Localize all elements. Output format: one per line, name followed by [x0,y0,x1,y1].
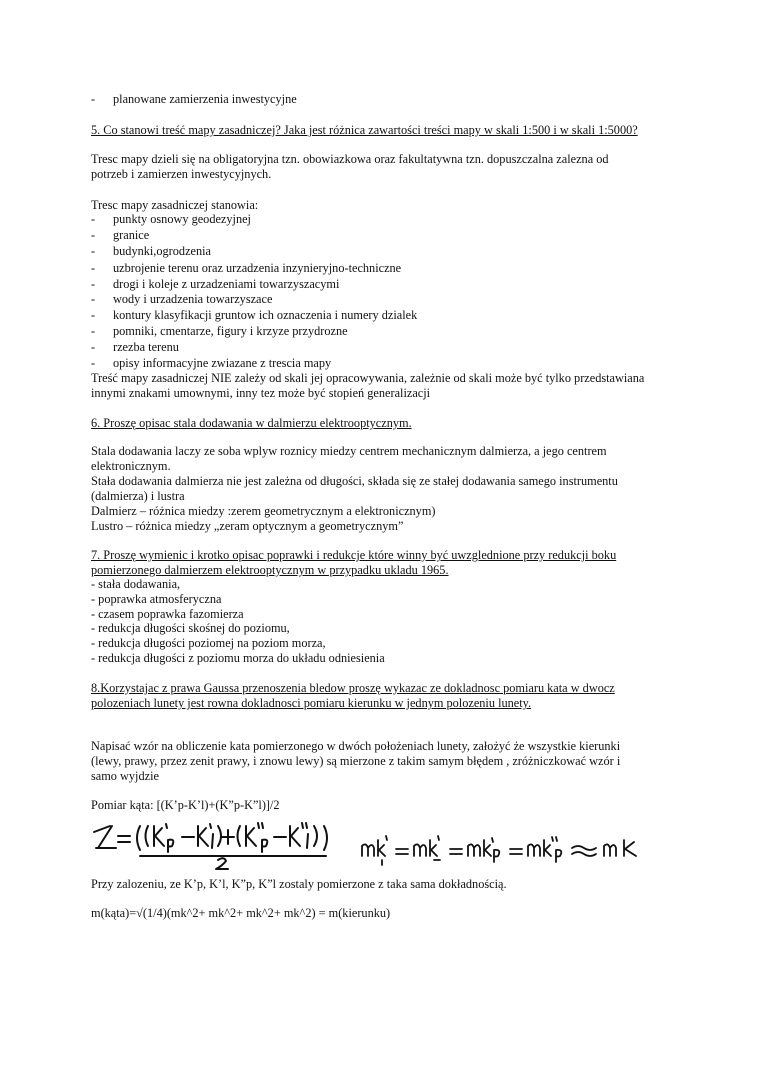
list-item: wody i urzadzenia towarzyszace [113,292,273,306]
bullet: - [91,340,96,354]
paragraph-line: Lustro – różnica miedzy „zeram optycznym a geometrycznym” [91,519,404,533]
question-5: 5. Co stanowi treść mapy zasadniczej? Jaka jest różnica zawartości treści mapy w skali 1:500 i w skali 1:5000? [91,123,638,137]
list-item: - redukcja długości skośnej do poziomu, [91,621,290,635]
list-item: pomniki, cmentarze, figury i krzyze przydrozne [113,324,348,338]
list-item: - stała dodawania, [91,577,181,591]
list-item: planowane zamierzenia inwestycyjne [113,92,297,106]
bullet: - [91,92,96,106]
handwritten-angle-formula [88,818,338,870]
list-item: - redukcja długości poziomej na poziom morza, [91,636,326,650]
bullet: - [91,212,96,226]
list-item: granice [113,228,150,242]
list-item: - redukcja długości z poziomu morza do układu odniesienia [91,651,385,665]
question-8-line: polozeniach lunety jest rowna dokladnosci pomiaru kierunku w jednym polozeniu lunety. [91,696,532,710]
list-item: punkty osnowy geodezyjnej [113,212,251,226]
bullet: - [91,292,96,306]
list-item: uzbrojenie terenu oraz urzadzenia inzynieryjno-techniczne [113,261,402,275]
paragraph-line: (lewy, prawy, przez zenit prawy, i znowu lewy) są mierzone z takim samym błędem , zróżniczkować wzór i [91,754,621,768]
bullet: - [91,277,96,291]
bullet: - [91,228,96,242]
question-6: 6. Proszę opisac stala dodawania w dalmierzu elektrooptycznym. [91,416,412,430]
list-item: kontury klasyfikacji gruntow ich oznaczenia i numery dzialek [113,308,418,322]
paragraph-line: (dalmierza) i lustra [91,489,185,503]
list-item: rzezba terenu [113,340,179,354]
list-item: - poprawka atmosferyczna [91,592,222,606]
bullet: - [91,308,96,322]
list-item: - czasem poprawka fazomierza [91,607,244,621]
formula-text: Pomiar kąta: [(K’p-K’l)+(K”p-K”l)]/2 [91,798,280,812]
result-text: m(kąta)=√(1/4)(mk^2+ mk^2+ mk^2+ mk^2) = m(kierunku) [91,906,391,920]
paragraph-line: innymi znakami umownymi, inny tez może być stopień generalizacji [91,386,431,400]
list-item: opisy informacyjne zwiazane z trescia mapy [113,356,332,370]
paragraph-line: Stała dodawania dalmierza nie jest zależna od długości, składa się ze stałej dodawania samego instrumentu [91,474,618,488]
paragraph-line: Napisać wzór na obliczenie kata pomierzonego w dwóch położeniach lunety, założyć że wszystkie kierunki [91,739,621,753]
bullet: - [91,261,96,275]
paragraph-line: elektronicznym. [91,459,171,473]
handwritten-error-equality [358,832,670,866]
paragraph-line: Treść mapy zasadniczej NIE zależy od skali jej opracowywania, zależnie od skali może być tylko przedstawiana [91,371,645,385]
bullet: - [91,324,96,338]
assumption-text: Przy zalozeniu, ze K’p, K’l, K”p, K”l zostaly pomierzone z taka sama dokładnością. [91,877,507,891]
list-intro: Tresc mapy zasadniczej stanowia: [91,198,259,212]
paragraph-line: Tresc mapy dzieli się na obligatoryjna tzn. obowiazkowa oraz fakultatywna tzn. dopuszczalna zalezna od [91,152,609,166]
paragraph-line: Stala dodawania laczy ze soba wplyw roznicy miedzy centrem mechanicznym dalmierza, a jego centrem [91,444,607,458]
question-8-line: 8.Korzystajac z prawa Gaussa przenoszenia bledow proszę wykazac ze dokladnosc pomiaru kata w dwocz [91,681,615,695]
list-item: budynki,ogrodzenia [113,244,212,258]
question-7-line: 7. Proszę wymienic i krotko opisac poprawki i redukcje które winny być uwzglednione przy redukcji boku [91,548,617,562]
bullet: - [91,244,96,258]
question-7-line: pomierzonego dalmierzem elektrooptycznym w przypadku ukladu 1965. [91,563,449,577]
list-item: drogi i koleje z urzadzeniami towarzyszacymi [113,277,340,291]
paragraph-line: potrzeb i zamierzen inwestycyjnych. [91,167,272,181]
paragraph-line: samo wyjdzie [91,769,159,783]
bullet: - [91,356,96,370]
paragraph-line: Dalmierz – różnica miedzy :zerem geometrycznym a elektronicznym) [91,504,436,518]
